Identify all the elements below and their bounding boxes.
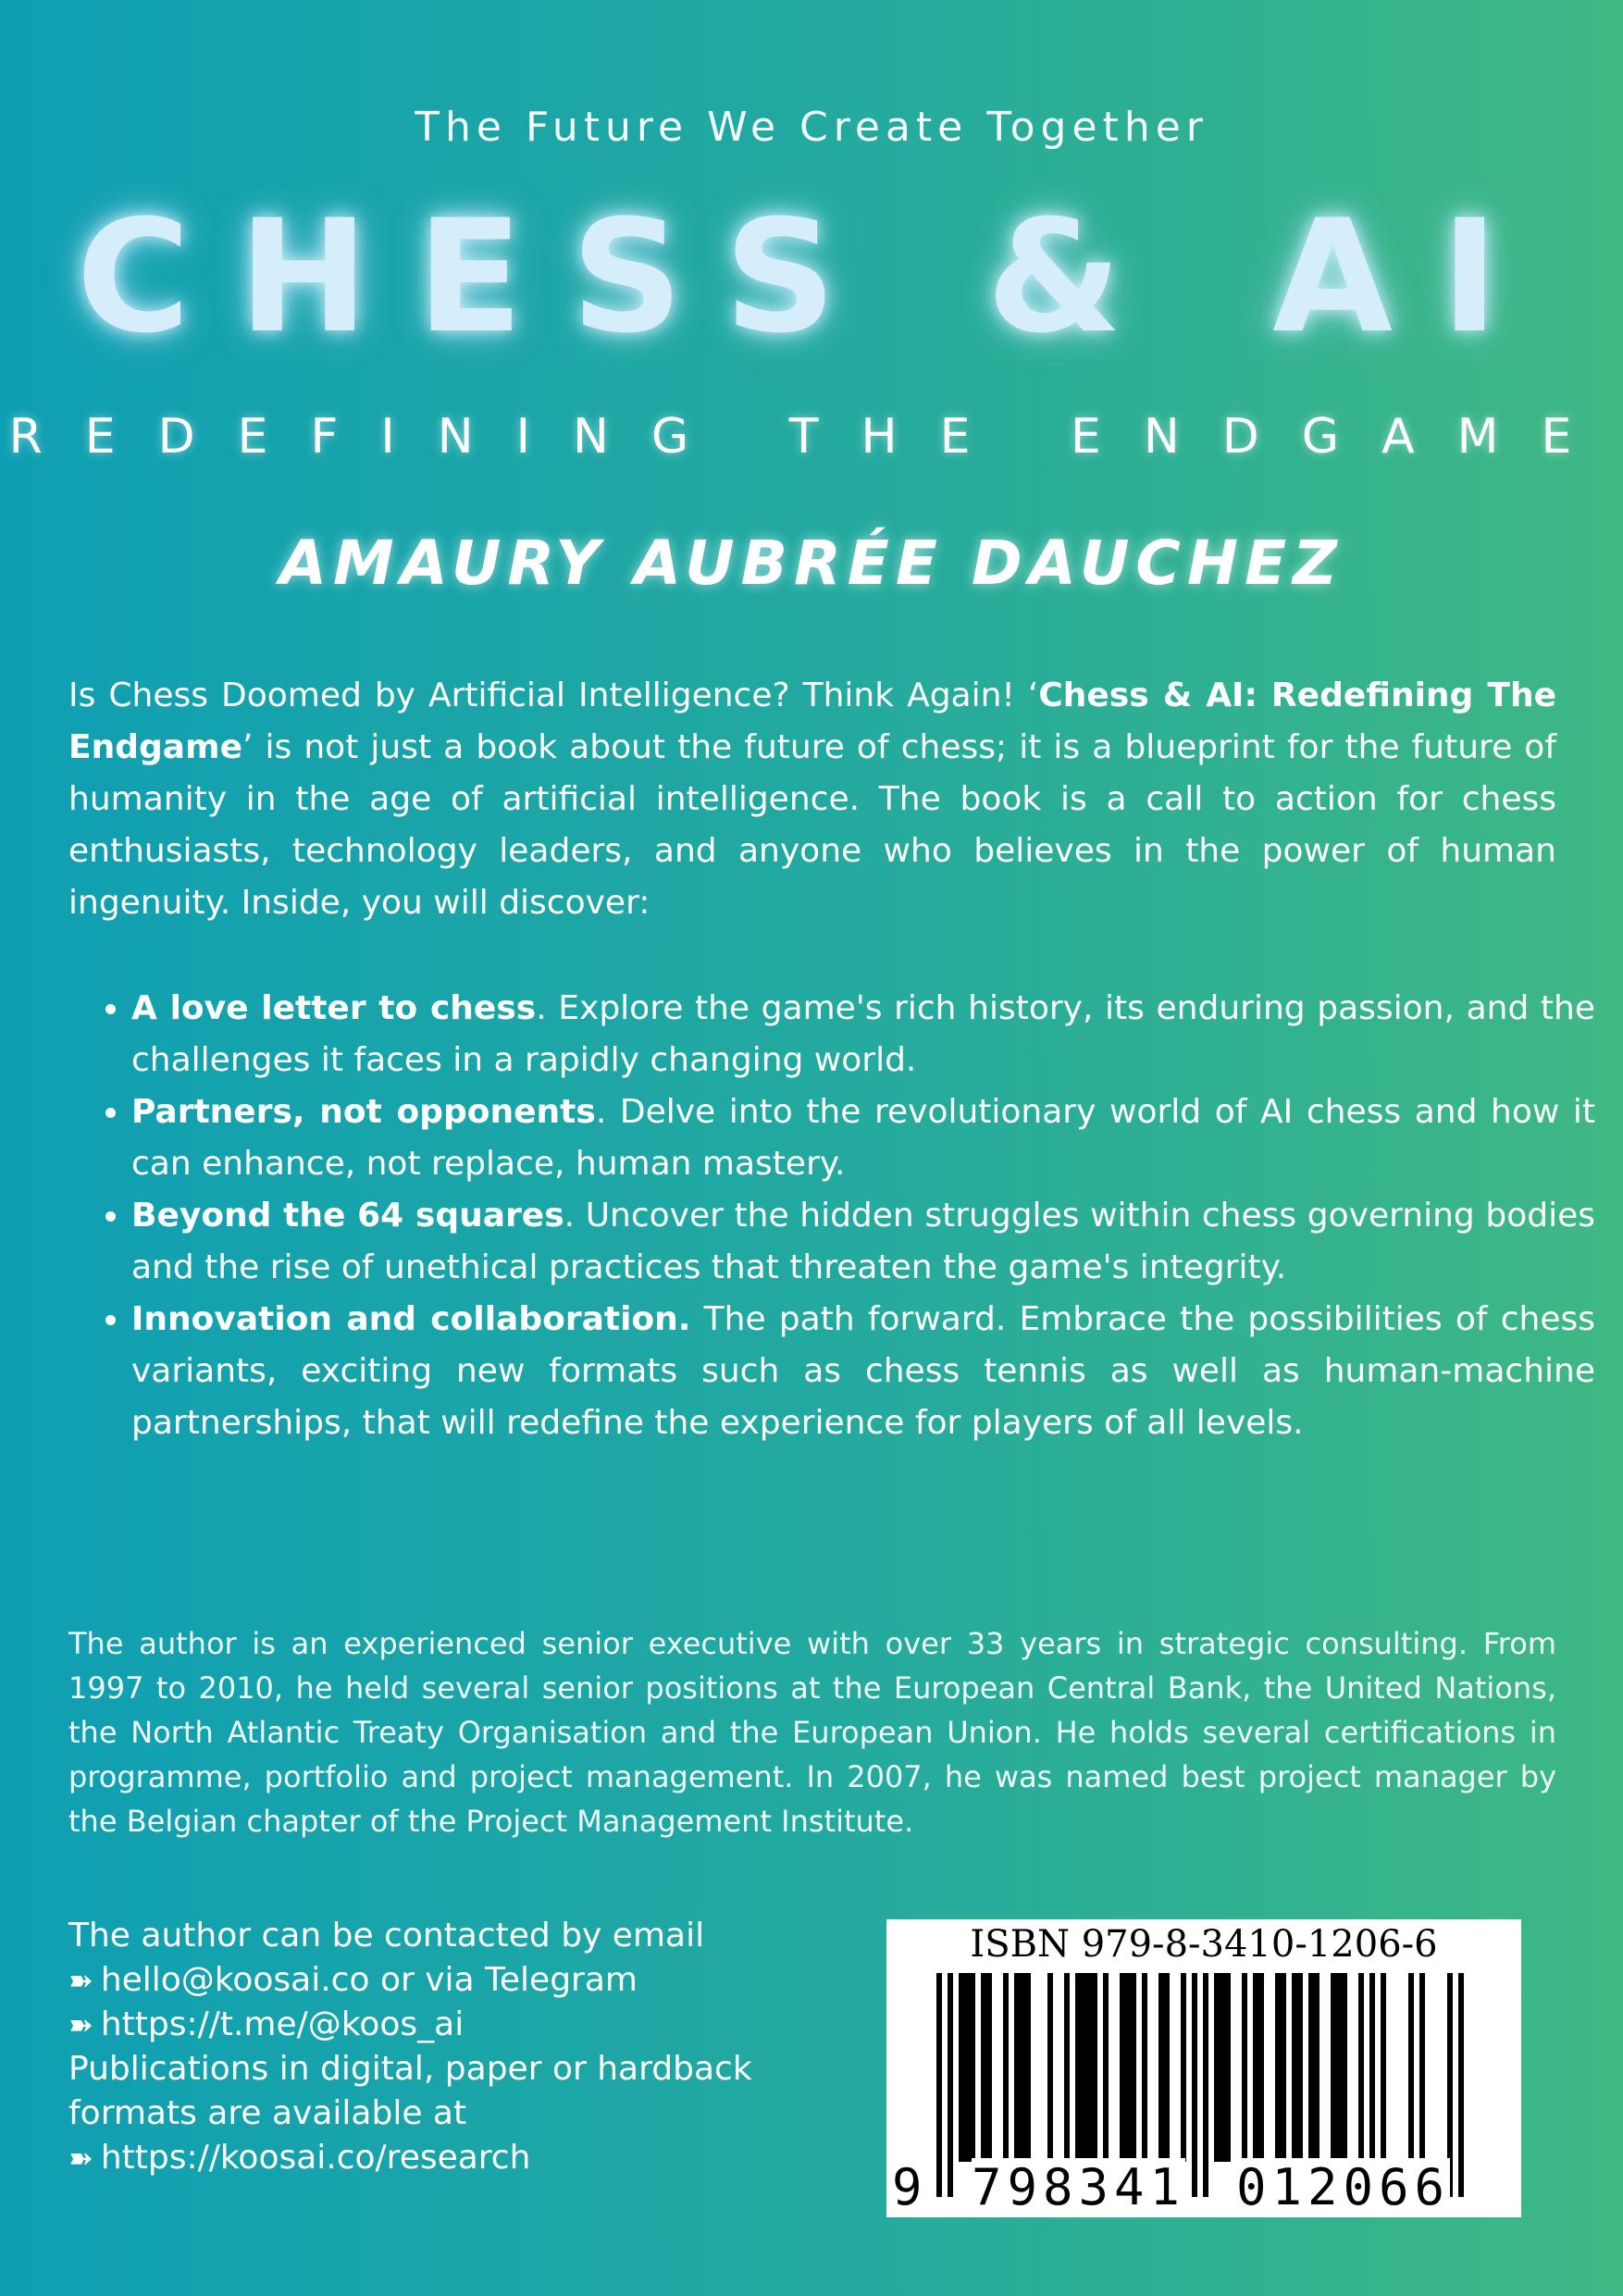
arrow-icon: ➽ xyxy=(68,2007,93,2042)
list-item xyxy=(131,983,1595,1086)
barcode-bar xyxy=(1003,1973,1009,2162)
barcode-bar xyxy=(1275,1973,1281,2162)
barcode-bar xyxy=(1158,1973,1164,2162)
list-item xyxy=(131,1190,1595,1294)
barcode-first-digit: 9 xyxy=(892,2158,923,2216)
contact-line: The author can be contacted by email xyxy=(68,1917,705,1955)
contact-block xyxy=(68,1914,827,2180)
telegram-line xyxy=(68,2003,827,2047)
isbn-barcode xyxy=(886,1919,1521,2217)
intro-paragraph xyxy=(68,670,1556,929)
barcode-bar xyxy=(1297,1973,1303,2162)
barcode-bar xyxy=(1064,1973,1070,2162)
tagline: The Future We Create Together xyxy=(415,104,1208,151)
bullet-text: The path forward. Embrace the possibilities of chess variants, exciting new formats such as chess tennis as well as human-machine partnerships, that will redefine the experience for players of all levels. xyxy=(131,1300,1595,1442)
barcode-bar xyxy=(1381,1973,1386,2162)
barcode-bar xyxy=(1314,1973,1319,2162)
barcode-bar xyxy=(1086,1973,1092,2162)
barcode-bar xyxy=(1125,1973,1131,2162)
author-name: AMAURY AUBRÉE DAUCHEZ xyxy=(279,527,1344,599)
barcode-bar xyxy=(1075,1973,1081,2162)
barcode-bar xyxy=(981,1973,986,2162)
research-line xyxy=(68,2136,827,2180)
barcode-bar xyxy=(964,1973,970,2162)
feature-list xyxy=(93,983,1595,1449)
arrow-icon: ➽ xyxy=(68,1963,93,1998)
bullet-heading: A love letter to chess xyxy=(131,989,537,1027)
barcode-bar xyxy=(1014,1973,1020,2162)
barcode-bar xyxy=(1164,1973,1170,2162)
barcode-bar xyxy=(1120,1973,1125,2162)
intro-text-end: ’ is not just a book about the future of chess; it is a blueprint for the future of humanity in the age of artificial intelligence. The book is a call to action for chess enthusiasts, technology leaders, and anyone who believes in the power of human ingenuity. Inside, you will discover: xyxy=(68,728,1556,922)
barcode-bar xyxy=(1131,1973,1136,2162)
barcode-bar xyxy=(970,1973,975,2162)
barcode-bar xyxy=(1242,1973,1247,2162)
barcode-bar xyxy=(1081,1973,1086,2162)
barcode-bar xyxy=(1281,1973,1286,2162)
book-subtitle: REDEFINING THE ENDGAME xyxy=(8,409,1615,465)
telegram-link[interactable]: https://t.me/@koos_ai xyxy=(100,2005,465,2043)
email-line xyxy=(68,1958,827,2003)
barcode-bar xyxy=(1336,1973,1342,2162)
email-link[interactable]: hello@koosai.co or via Telegram xyxy=(100,1961,638,1999)
author-bio: The author is an experienced senior executive with over 33 years in strategic consulting. From 1997 to 2010, he held several senior positions at the European Central Bank, the United Nations, the North Atlantic Treaty Organisation and the European Union. He holds several certifications in programme, portfolio and project management. In 2007, he was named best project manager by the Belgian chapter of the Project Management Institute. xyxy=(68,1626,1556,1839)
isbn-label: ISBN 979-8-3410-1206-6 xyxy=(970,1923,1438,1966)
list-item xyxy=(131,1086,1595,1190)
barcode-bar xyxy=(1419,1973,1425,2162)
barcode-bar xyxy=(1342,1973,1347,2162)
intro-text-start: Is Chess Doomed by Artificial Intelligence? Think Again! ‘ xyxy=(68,676,1039,714)
research-link[interactable]: https://koosai.co/research xyxy=(100,2139,531,2177)
barcode-bar xyxy=(1025,1973,1031,2162)
contact-line: Publications in digital, paper or hardback xyxy=(68,2050,752,2088)
barcode-bar xyxy=(1331,1973,1336,2162)
barcode-bar xyxy=(1214,1973,1220,2162)
barcode-bar xyxy=(1358,1973,1364,2162)
bullet-text: . Uncover the hidden struggles within chess governing bodies and the rise of unethical practices that threaten the game's integrity. xyxy=(131,1197,1595,1286)
barcode-bar xyxy=(1225,1973,1231,2162)
bullet-text: . Delve into the revolutionary world of AI chess and how it can enhance, not replace, human mastery. xyxy=(131,1093,1595,1183)
barcode-left-digits: 798341 xyxy=(972,2158,1186,2216)
barcode-bar xyxy=(1408,1973,1414,2162)
barcode-bar xyxy=(986,1973,992,2162)
barcode-bar xyxy=(1047,1973,1053,2162)
barcode-bar xyxy=(1220,1973,1225,2162)
barcode-bar xyxy=(1369,1973,1375,2162)
bullet-heading: Beyond the 64 squares xyxy=(131,1197,564,1235)
barcode-bar xyxy=(1092,1973,1097,2162)
book-title: CHESS & AI xyxy=(76,186,1547,367)
barcode-bar xyxy=(959,1973,964,2162)
barcode-bar xyxy=(1142,1973,1147,2162)
barcode-bar xyxy=(1020,1973,1025,2162)
barcode-bar xyxy=(1292,1973,1297,2162)
barcode-bar xyxy=(1253,1973,1258,2162)
barcode-bar xyxy=(1103,1973,1109,2162)
bullet-text: . Explore the game's rich history, its enduring passion, and the challenges it faces in a rapidly changing world. xyxy=(131,989,1595,1079)
barcode-right-digits: 012066 xyxy=(1236,2158,1451,2216)
barcode-bar xyxy=(1258,1973,1264,2162)
barcode-bar xyxy=(1308,1973,1314,2162)
intro-book-title: Chess & AI: Redefining The Endgame xyxy=(68,676,1556,766)
arrow-icon: ➽ xyxy=(68,2141,93,2176)
bullet-heading: Partners, not opponents xyxy=(131,1093,596,1131)
bullet-heading: Innovation and collaboration. xyxy=(131,1300,691,1338)
barcode-digits xyxy=(886,2158,1521,2217)
list-item xyxy=(131,1294,1595,1449)
barcode-bar xyxy=(1181,1973,1186,2162)
contact-line: formats are available at xyxy=(68,2094,467,2132)
